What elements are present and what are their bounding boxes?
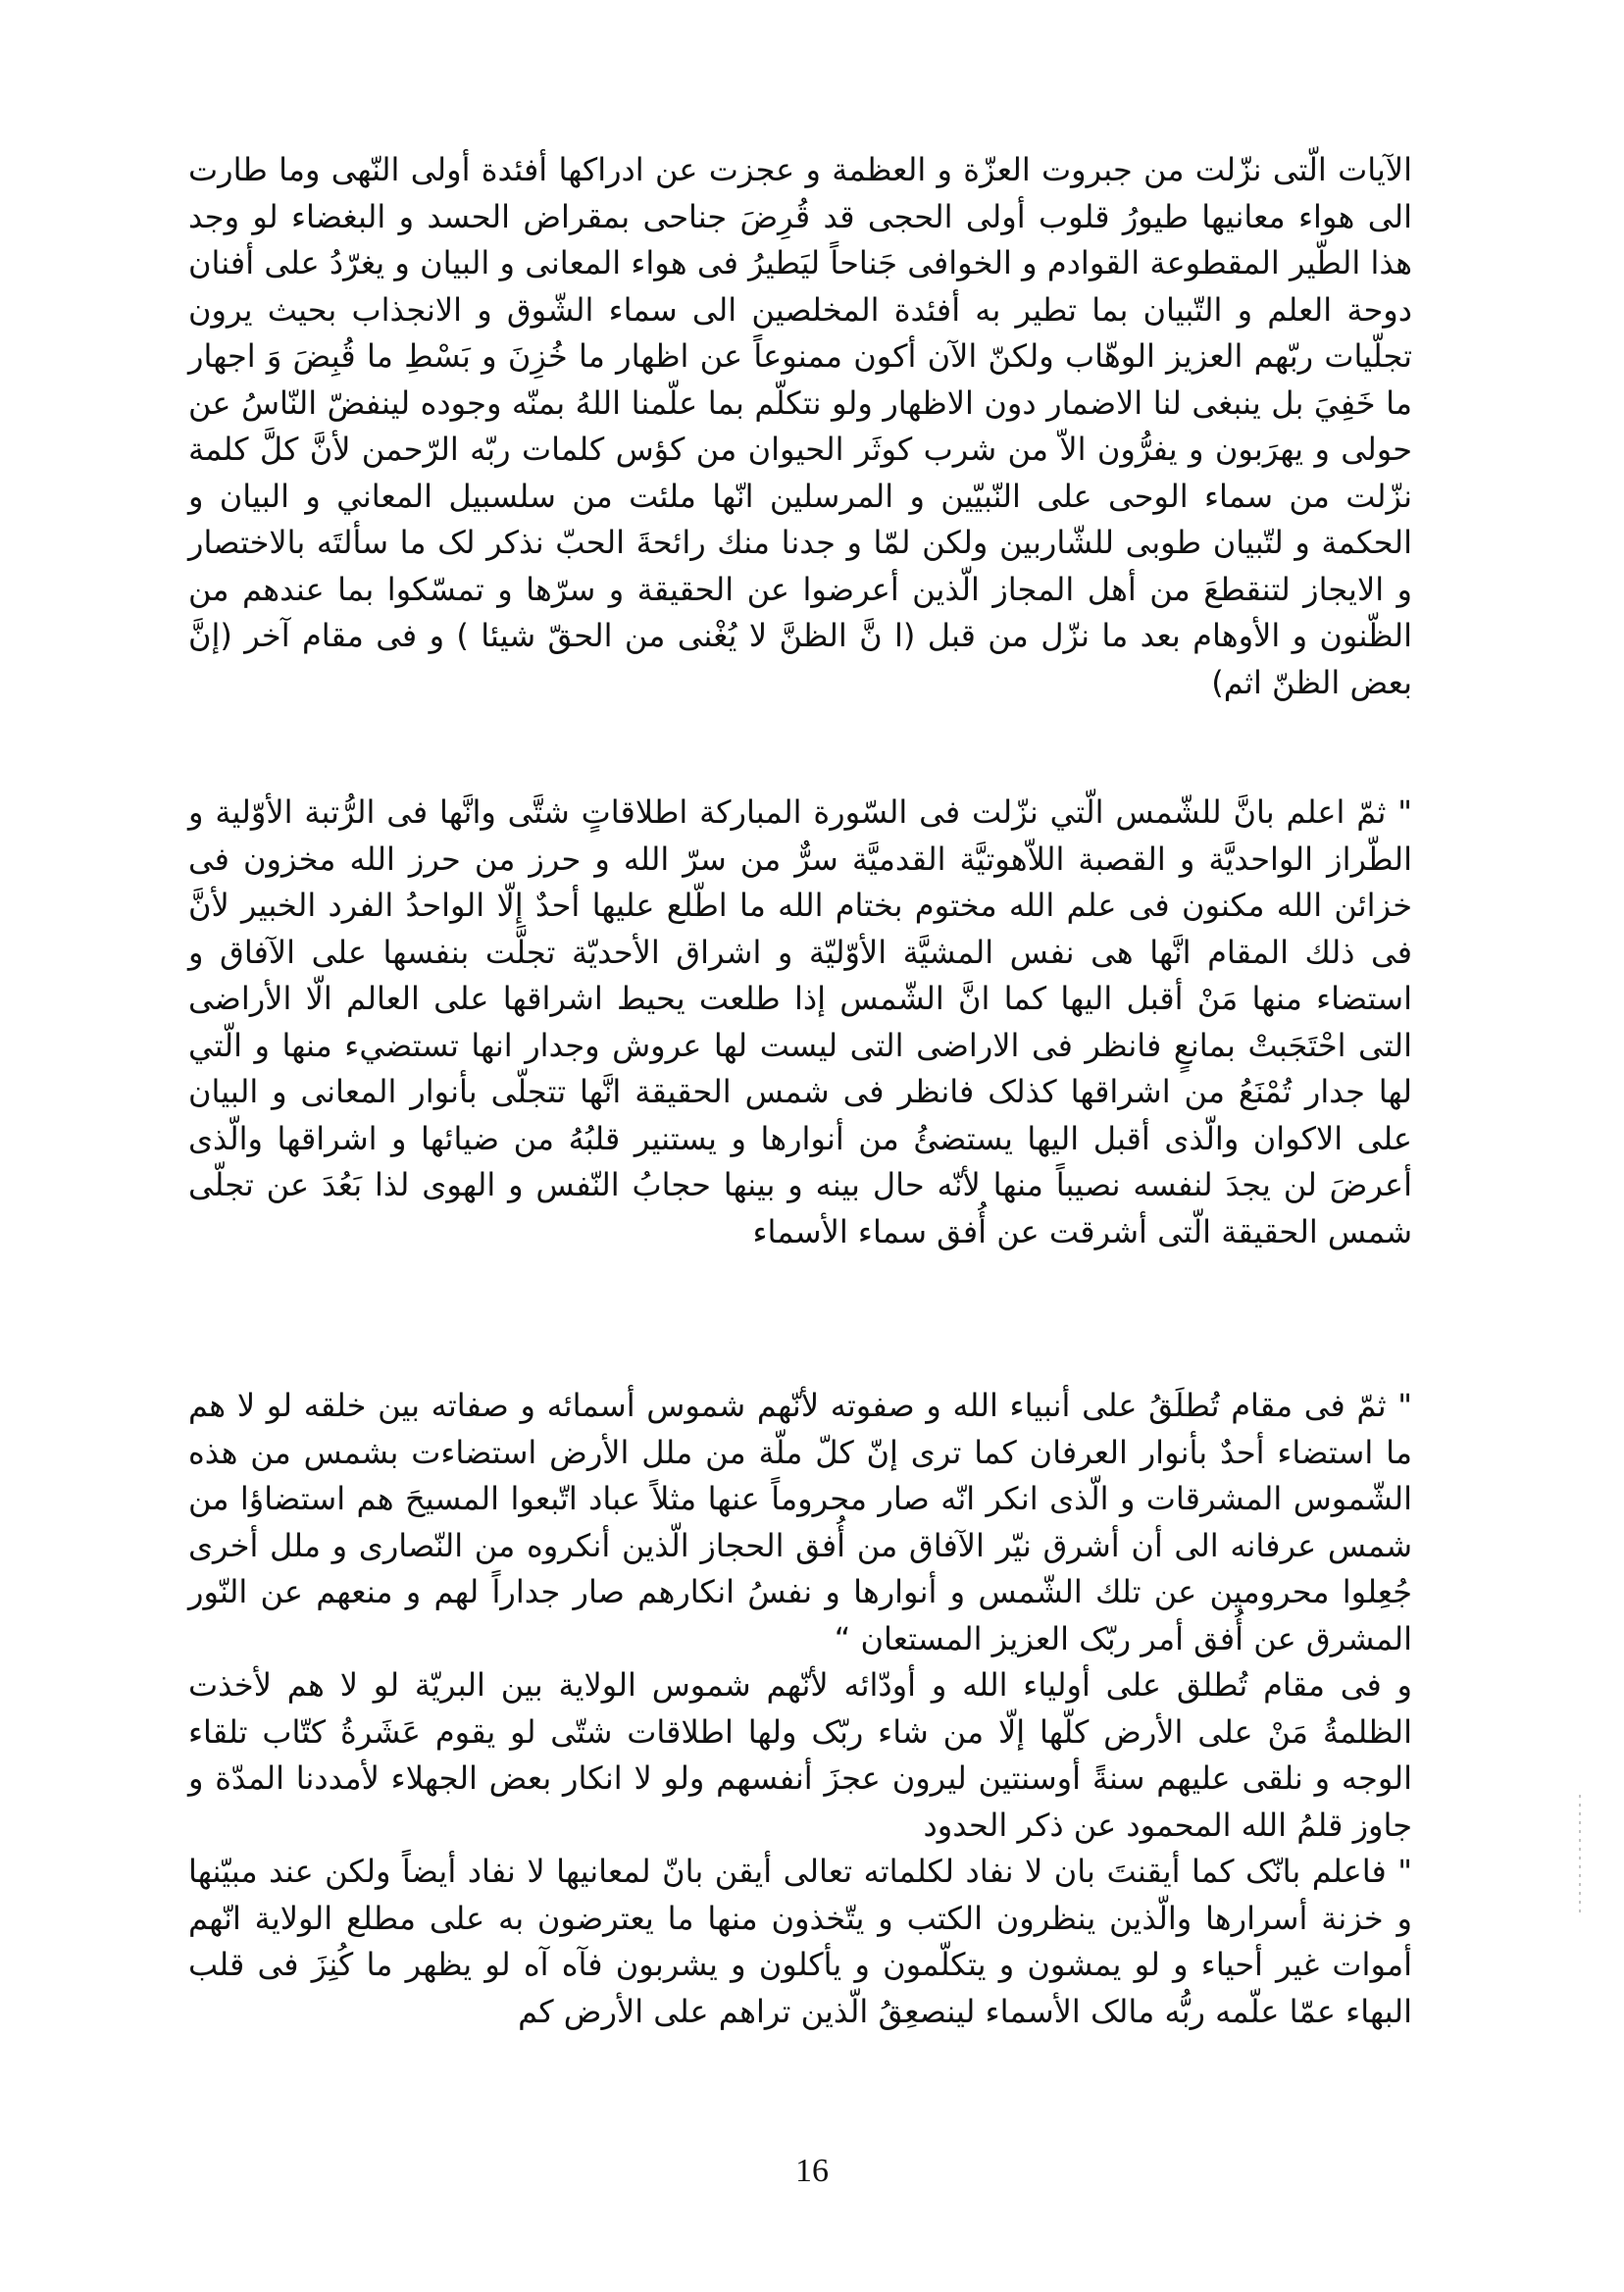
scan-artifact bbox=[1579, 1795, 1581, 1912]
page-number: 16 bbox=[795, 2153, 829, 2189]
paragraph-1: الآيات الّتى نزّلت من جبروت العزّة و العظمة و عجزت عن ادراكها أفئدة أولى النّهى وما طارت الى هواء معانيها طيورُ قلوب أولى الحجى قد قُرِضَ جناحى بمقراض الحسد و البغضاء لو وجد هذا الطّير المقطوعة القوادم و الخوافى جَناحاً ليَطيرُ فى هواء المعانى و البيان و يغرّدُ على أفنان دوحة العلم و التّبيان بما تطير به أفئدة المخلصين الى سماء الشّوق و الانجذاب بحيث يرون تجلّيات ربّهم العزيز الوهّاب ولكنّ الآن أكون ممنوعاً عن اظهار ما خُزِنَ و بَسْطِ ما قُبِضَ وَ اجهار ما خَفِيَ بل ينبغى لنا الاضمار دون الاظهار ولو نتكلّم بما علّمنا اللهُ بمنّه وجوده لينفضّ النّاسُ عن حولى و يهرَبون و يفرُّون الاّ من شرب كوثَر الحيوان من كؤس كلمات ربّه الرّحمن لأنَّ كلَّ كلمة نزّلت من سماء الوحى على النّبيّين و المرسلين انّها ملئت من سلسبيل المعاني و البيان و الحكمة و لتّبيان طوبى للشّاربين ولكن لمّا و جدنا منك رائحةَ الحبّ نذكر لک ما سألتَه بالاختصار و الايجاز لتنقطعَ من أهل المجاز الّذين أعرضوا عن الحقيقة و سرّها و تمسّكوا بما عندهم من الظّنون و الأوهام بعد ما نزّل من قبل (ا نَّ الظنَّ لا يُغْنى من الحقّ شيئا ) و فى مقام آخر (إنَّ بعض الظنّ اثم) bbox=[188, 151, 1412, 701]
paragraph-3: " ثمّ فى مقام تُطلَقُ على أنبياء الله و صفوته لأنّهم شموس أسمائه و صفاته بين خلقه لو لا هم ما استضاء أحدٌ بأنوار العرفان كما ترى إنّ كلّ ملّة من ملل الأرض استضاءت بشمس من هذه الشّموس المشرقات و الّذى انكر انّه صار محروماً عنها مثلاً عباد اتّبعوا المسيحَ هم استضاؤا من شمس عرفانه الى أن أشرق نيّر الآفاق من أُفق الحجاز الّذين أنكروه من النّصارى و ملل أخرى جُعِلوا محرومين عن تلك الشّمس و أنوارها و نفسُ انكارهم صار جداراً لهم و منعهم عن النّور المشرق عن أُفق أمر ربّک العزيز المستعان “ و فى مقام تُطلق على أولياء الله و أودّائه لأنّهم شموس الولاية بين البريّة لو لا هم لأخذت الظلمةُ مَنْ على الأرض كلّها إلّا من شاء ربّک ولها اطلاقات شتّى لو يقوم عَشَرةُ كتّاب تلقاء الوجه و نلقى عليهم سنةً أوسنتين ليرون عجزَ أنفسهم ولو لا انكار بعض الجهلاء لأمددنا المدّة و جاوز قلمُ الله المحمود عن ذكر الحدود " فاعلم بانّک كما أيقنتَ بان لا نفاد لكلماته تعالى أيقن بانّ لمعانيها لا نفاد أيضاً ولكن عند مبيّنها و خزنة أسرارها والّذين ينظرون الكتب و يتّخذون منها ما يعترضون به على مطلع الولاية انّهم أموات غير أحياء و لو يمشون و يتكلّمون و يأكلون و يشربون فآه آه لو يظهر ما كُنِزَ فى قلب البهاء عمّا علّمه ربُّه مالک الأسماء لينصعِقُ الّذين تراهم على الأرض كم bbox=[188, 1387, 1412, 2030]
paragraph-2: " ثمّ اعلم بانَّ للشّمس الّتي نزّلت فى السّورة المباركة اطلاقاتٍ شتَّى وانَّها فى الرُّتبة الأوّلية و الطّراز الواحديَّة و القصبة اللاّهوتيَّة القدميَّة سرٌّ من سرّ الله و حرز من حرز الله مخزون فى خزائن الله مكنون فى علم الله مختوم بختام الله ما اطّلع عليها أحدٌ إلّا الواحدُ الفرد الخبير لأنَّ فى ذلك المقام انَّها هى نفس المشيَّة الأوّليّة و اشراق الأحديّة تجلَّت بنفسها على الآفاق و استضاء منها مَنْ أقبل اليها كما انَّ الشّمس إذا طلعت يحيط اشراقها على العالم الّا الأراضى التى احْتَجَبتْ بمانعٍ فانظر فى الاراضى التى ليست لها عروش وجدار انها تستضيء منها و الّتي لها جدار تُمْنَعُ من اشراقها كذلک فانظر فى شمس الحقيقة انَّها تتجلّى بأنوار المعانى و البيان على الاكوان والّذى أقبل اليها يستضئُ من أنوارها و يستنير قلبُهُ من ضيائها و اشراقها والّذى أعرضَ لن يجدَ لنفسه نصيباً منها لأنّه حال بينه و بينها حجابُ النّفس و الهوى لذا بَعُدَ عن تجلّى شمس الحقيقة الّتى أشرقت عن أُفق سماء الأسماء bbox=[188, 793, 1412, 1250]
